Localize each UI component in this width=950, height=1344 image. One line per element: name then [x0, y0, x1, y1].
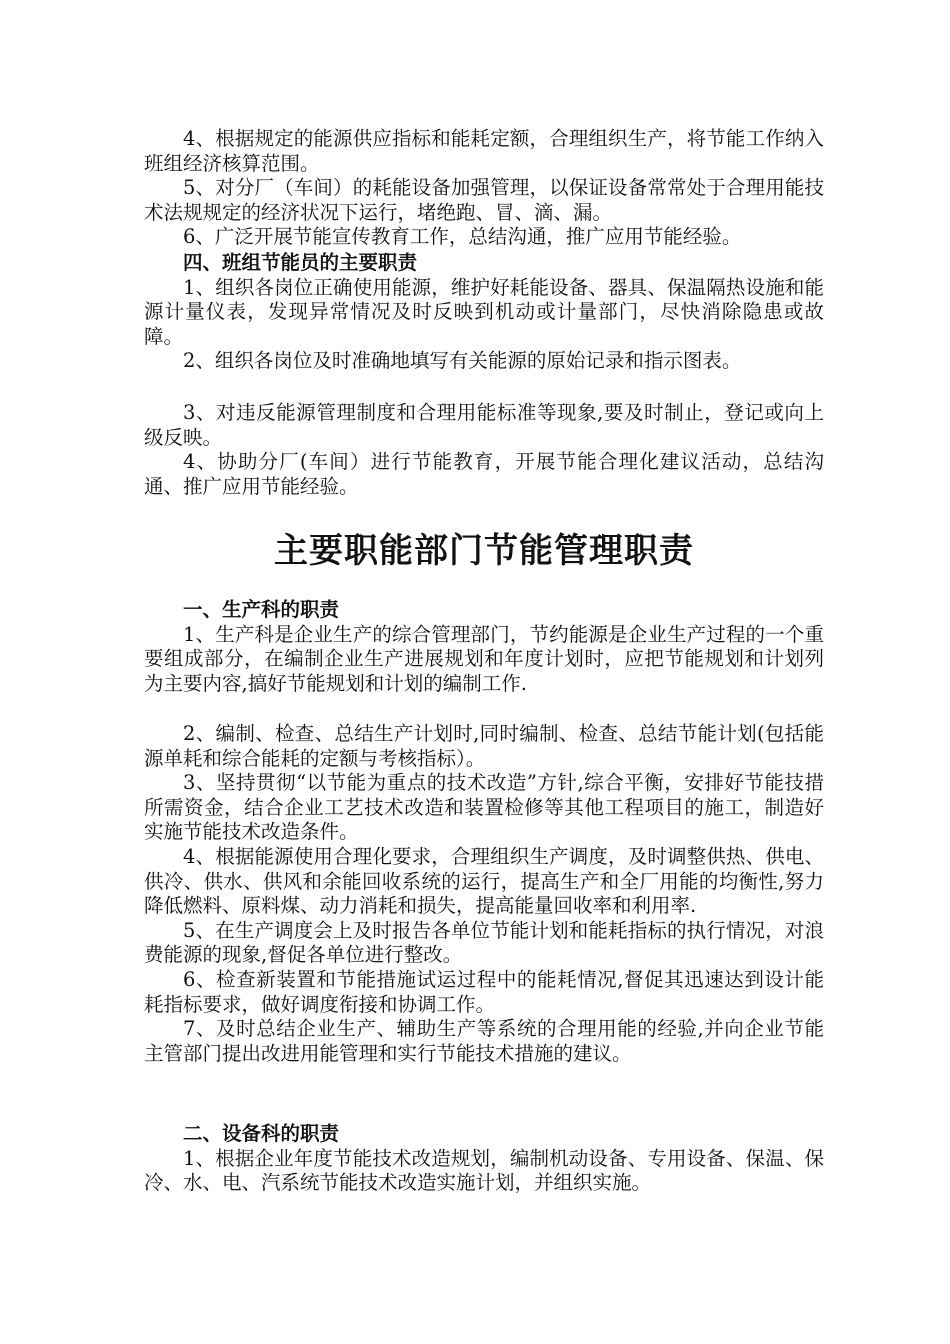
paragraph: 2、编制、检查、总结生产计划时,同时编制、检查、总结节能计划(包括能源单耗和综合能耗的定额与考核指标）。	[144, 722, 824, 770]
paragraph: 4、协助分厂(车间）进行节能教育，开展节能合理化建议活动，总结沟通、推广应用节能经验。	[144, 450, 824, 498]
page-title: 主要职能部门节能管理职责	[274, 531, 694, 571]
paragraph: 5、在生产调度会上及时报告各单位节能计划和能耗指标的执行情况，对浪费能源的现象,督促各单位进行整改。	[144, 918, 824, 967]
paragraph: 7、及时总结企业生产、辅助生产等系统的合理用能的经验,并向企业节能主管部门提出改进用能管理和实行节能技术措施的建议。	[144, 1017, 824, 1065]
paragraph: 6、检查新装置和节能措施试运过程中的能耗情况,督促其迅速达到设计能耗指标要求，做好调度衔接和协调工作。	[144, 967, 824, 1016]
paragraph: 1、根据企业年度节能技术改造规划，编制机动设备、专用设备、保温、保冷、水、电、汽系统节能技术改造实施计划，并组织实施。	[144, 1146, 824, 1195]
paragraph: 5、对分厂（车间）的耗能设备加强管理，以保证设备常常处于合理用能技术法规规定的经济状况下运行，堵绝跑、冒、滴、漏。	[144, 176, 824, 224]
paragraph: 4、根据能源使用合理化要求，合理组织生产调度，及时调整供热、供电、供冷、供水、供风和余能回收系统的运行，提高生产和全厂用能的均衡性,努力降低燃料、原料煤、动力消耗和损失，提高能量回收率和利用率.	[144, 844, 824, 918]
paragraph: 3、对违反能源管理制度和合理用能标准等现象,要及时制止，登记或向上级反映。	[144, 401, 824, 449]
section-four-continued	[144, 401, 824, 499]
paragraph: 2、组织各岗位及时准确地填写有关能源的原始记录和指示图表。	[183, 349, 742, 373]
section-four	[144, 251, 824, 374]
paragraph: 6、广泛开展节能宣传教育工作，总结沟通，推广应用节能经验。	[183, 225, 742, 249]
section-production-continued	[144, 722, 824, 1066]
section-heading: 四、班组节能员的主要职责	[183, 251, 418, 274]
paragraph: 1、生产科是企业生产的综合管理部门，节约能源是企业生产过程的一个重要组成部分，在编制企业生产进展规划和年度计划时，应把节能规划和计划列为主要内容,搞好节能规划和计划的编制工作.	[144, 622, 824, 695]
section-heading: 二、设备科的职责	[183, 1122, 340, 1145]
paragraph: 3、坚持贯彻“以节能为重点的技术改造”方针,综合平衡，安排好节能技措所需资金，结合企业工艺技术改造和装置检修等其他工程项目的施工，制造好实施节能技术改造条件。	[144, 771, 824, 844]
paragraph: 1、组织各岗位正确使用能源，维护好耗能设备、器具、保温隔热设施和能源计量仪表，发现异常情况及时反映到机动或计量部门，尽快消除隐患或故障。	[144, 275, 824, 348]
section-equipment	[144, 1122, 824, 1196]
section-production	[144, 598, 824, 696]
paragraph: 4、根据规定的能源供应指标和能耗定额，合理组织生产，将节能工作纳入班组经济核算范围。	[144, 127, 824, 175]
section-top	[144, 127, 824, 250]
section-heading: 一、生产科的职责	[183, 598, 340, 621]
